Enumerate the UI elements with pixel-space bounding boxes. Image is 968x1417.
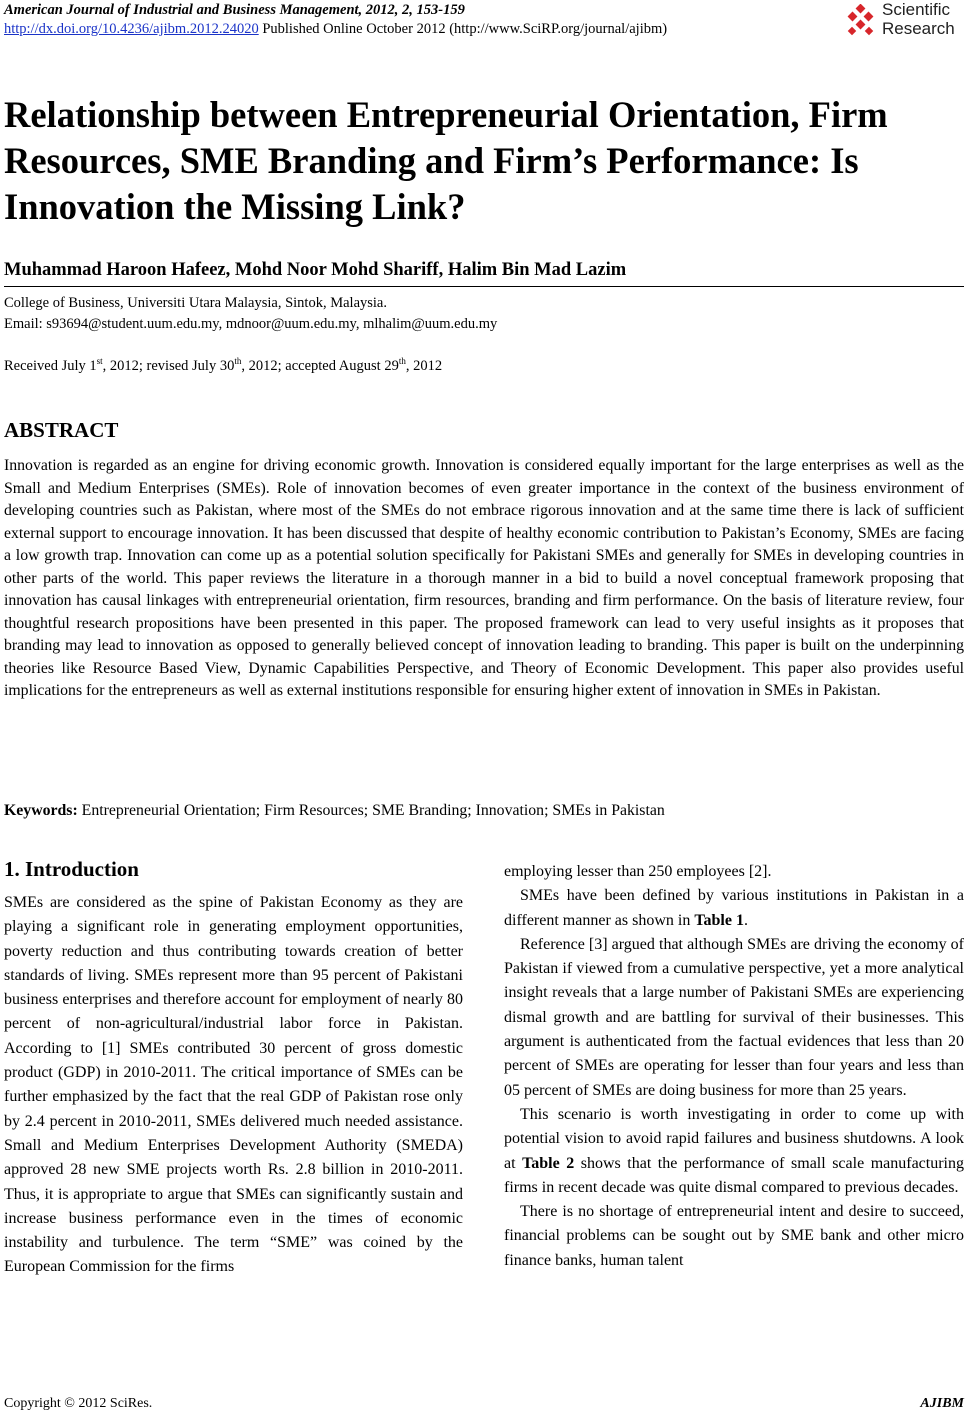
copyright-notice: Copyright © 2012 SciRes.	[4, 1396, 153, 1411]
journal-name: American Journal of Industrial and Business Management	[4, 2, 359, 18]
title-divider	[4, 286, 964, 287]
section-heading-introduction: 1. Introduction	[4, 857, 139, 881]
keywords-list: Entrepreneurial Orientation; Firm Resources; SME Branding; Innovation; SMEs in Pakistan	[77, 802, 665, 819]
intro-paragraph-5: This scenario is worth investigating in order to come up with potential vision to avoid rapid failures and business shutdowns. A look at Table 2 shows that the performance of small scale manufacturing firms in recent decade was quite dismal compared to previous decades.	[504, 1105, 964, 1196]
table-1-reference: Table 1	[694, 911, 744, 929]
logo-line-scientific: Scientific	[882, 0, 951, 19]
logo-text	[882, 0, 955, 38]
table-2-reference: Table 2	[522, 1154, 575, 1172]
logo-line-research: Research	[882, 19, 955, 38]
intro-paragraph-4: Reference [3] argued that although SMEs are driving the economy of Pakistan if viewed from a cumulative perspective, yet a more analytical insight reveals that a large number of Pakistani SMEs are experiencing dismal growth and are battling for survival of their businesses. This argument is authenticated from the factual evidences that less than 20 percent of SMEs are operating for lesser than four years and less than 05 percent of SMEs are doing business for more than 25 years.	[504, 935, 964, 1099]
journal-volume: , 2012, 2, 153-159	[358, 2, 465, 18]
body-column-left	[4, 855, 463, 1280]
author-emails: Email: s93694@student.uum.edu.my, mdnoor@uum.edu.my, mlhalim@uum.edu.my	[4, 316, 498, 332]
intro-paragraph-6: There is no shortage of entrepreneurial intent and desire to succeed, financial problems can be sought out by SME bank and other micro finance banks, human talent	[504, 1203, 964, 1269]
author-list: Muhammad Haroon Hafeez, Mohd Noor Mohd Shariff, Halim Bin Mad Lazim	[4, 260, 627, 280]
journal-abbreviation: AJIBM	[920, 1396, 964, 1411]
submission-dates: Received July 1st, 2012; revised July 30th, 2012; accepted August 29th, 2012	[4, 356, 443, 374]
scirp-logo-icon	[844, 4, 878, 38]
publisher-logo	[844, 0, 962, 44]
doi-link[interactable]: http://dx.doi.org/10.4236/ajibm.2012.24020	[4, 21, 259, 37]
paper-title: Relationship between Entrepreneurial Orientation, Firm Resources, SME Branding and Firm’s Performance: Is Innovation the Missing Link?	[4, 94, 888, 227]
published-info: Published Online October 2012 (http://www.SciRP.org/journal/ajibm)	[258, 21, 668, 37]
doi-line	[4, 21, 667, 38]
intro-paragraph-1: SMEs are considered as the spine of Pakistan Economy as they are playing a significant role in generating employment opportunities, poverty reduction and thus contributing towards creation of better standards of living. SMEs represent more than 95 percent of Pakistani business enterprises and therefore account for employment of nearly 80 percent of non-agricultural/industrial labor force in Pakistan. According to [1] SMEs contributed 30 percent of gross domestic product (GDP) in 2010-2011. The critical importance of SMEs can be further emphasized by the fact that the real GDP of Pakistan rose only by 2.4 percent in 2010-2011, SMEs delivered much needed assistance. Small and Medium Enterprises Development Authority (SMEDA) approved 28 new SME projects worth Rs. 2.8 billion in 2010-2011. Thus, it is appropriate to argue that SMEs can significantly sustain and increase business performance even in the times of economic instability and turbulence. The term “SME” was coined by the European Commission for the firms	[4, 894, 463, 1276]
affiliation: College of Business, Universiti Utara Malaysia, Sintok, Malaysia.	[4, 295, 387, 311]
keywords-label: Keywords:	[4, 802, 78, 819]
journal-header	[4, 2, 465, 19]
intro-paragraph-3: SMEs have been defined by various institutions in Pakistan in a different manner as shown in Table 1.	[504, 887, 964, 929]
abstract-text: Innovation is regarded as an engine for driving economic growth. Innovation is considered equally important for the large enterprises as well as the Small and Medium Enterprises (SMEs). Role of innovation becomes of even greater importance in the context of the business environment of developing countries such as Pakistan, where most of the SMEs do not embrace rigorous innovation and at the same time there is lack of sufficient external support to encourage innovation. It has been discussed that despite of healthy economic contribution to Pakistan’s Economy, SMEs are facing a low growth trap. Innovation can come up as a potential solution specifically for Pakistani SMEs and generally for SMEs in developing countries in other parts of the world. This paper reviews the literature in a thorough manner in a bid to build a novel conceptual framework proposing that innovation has causal linkages with entrepreneurial orientation, firm resources, branding and firm performance. On the basis of literature review, four thoughtful research propositions have been presented in this paper. The proposed framework can lead to very useful insights as it proposes that branding may lead to innovation as opposed to generally believed concept of innovation leading to branding. This paper is built on the underpinning theories like Resource Based View, Dynamic Capabilities Perspective, and Theory of Economic Development. This paper also provides useful implications for the entrepreneurs as well as external institutions responsible for ensuring higher extent of innovation in SMEs in Pakistan.	[4, 457, 964, 699]
intro-paragraph-2: employing lesser than 250 employees [2].	[504, 863, 772, 880]
keywords	[4, 800, 964, 822]
body-column-right	[504, 860, 964, 1273]
abstract-heading: ABSTRACT	[4, 418, 119, 442]
